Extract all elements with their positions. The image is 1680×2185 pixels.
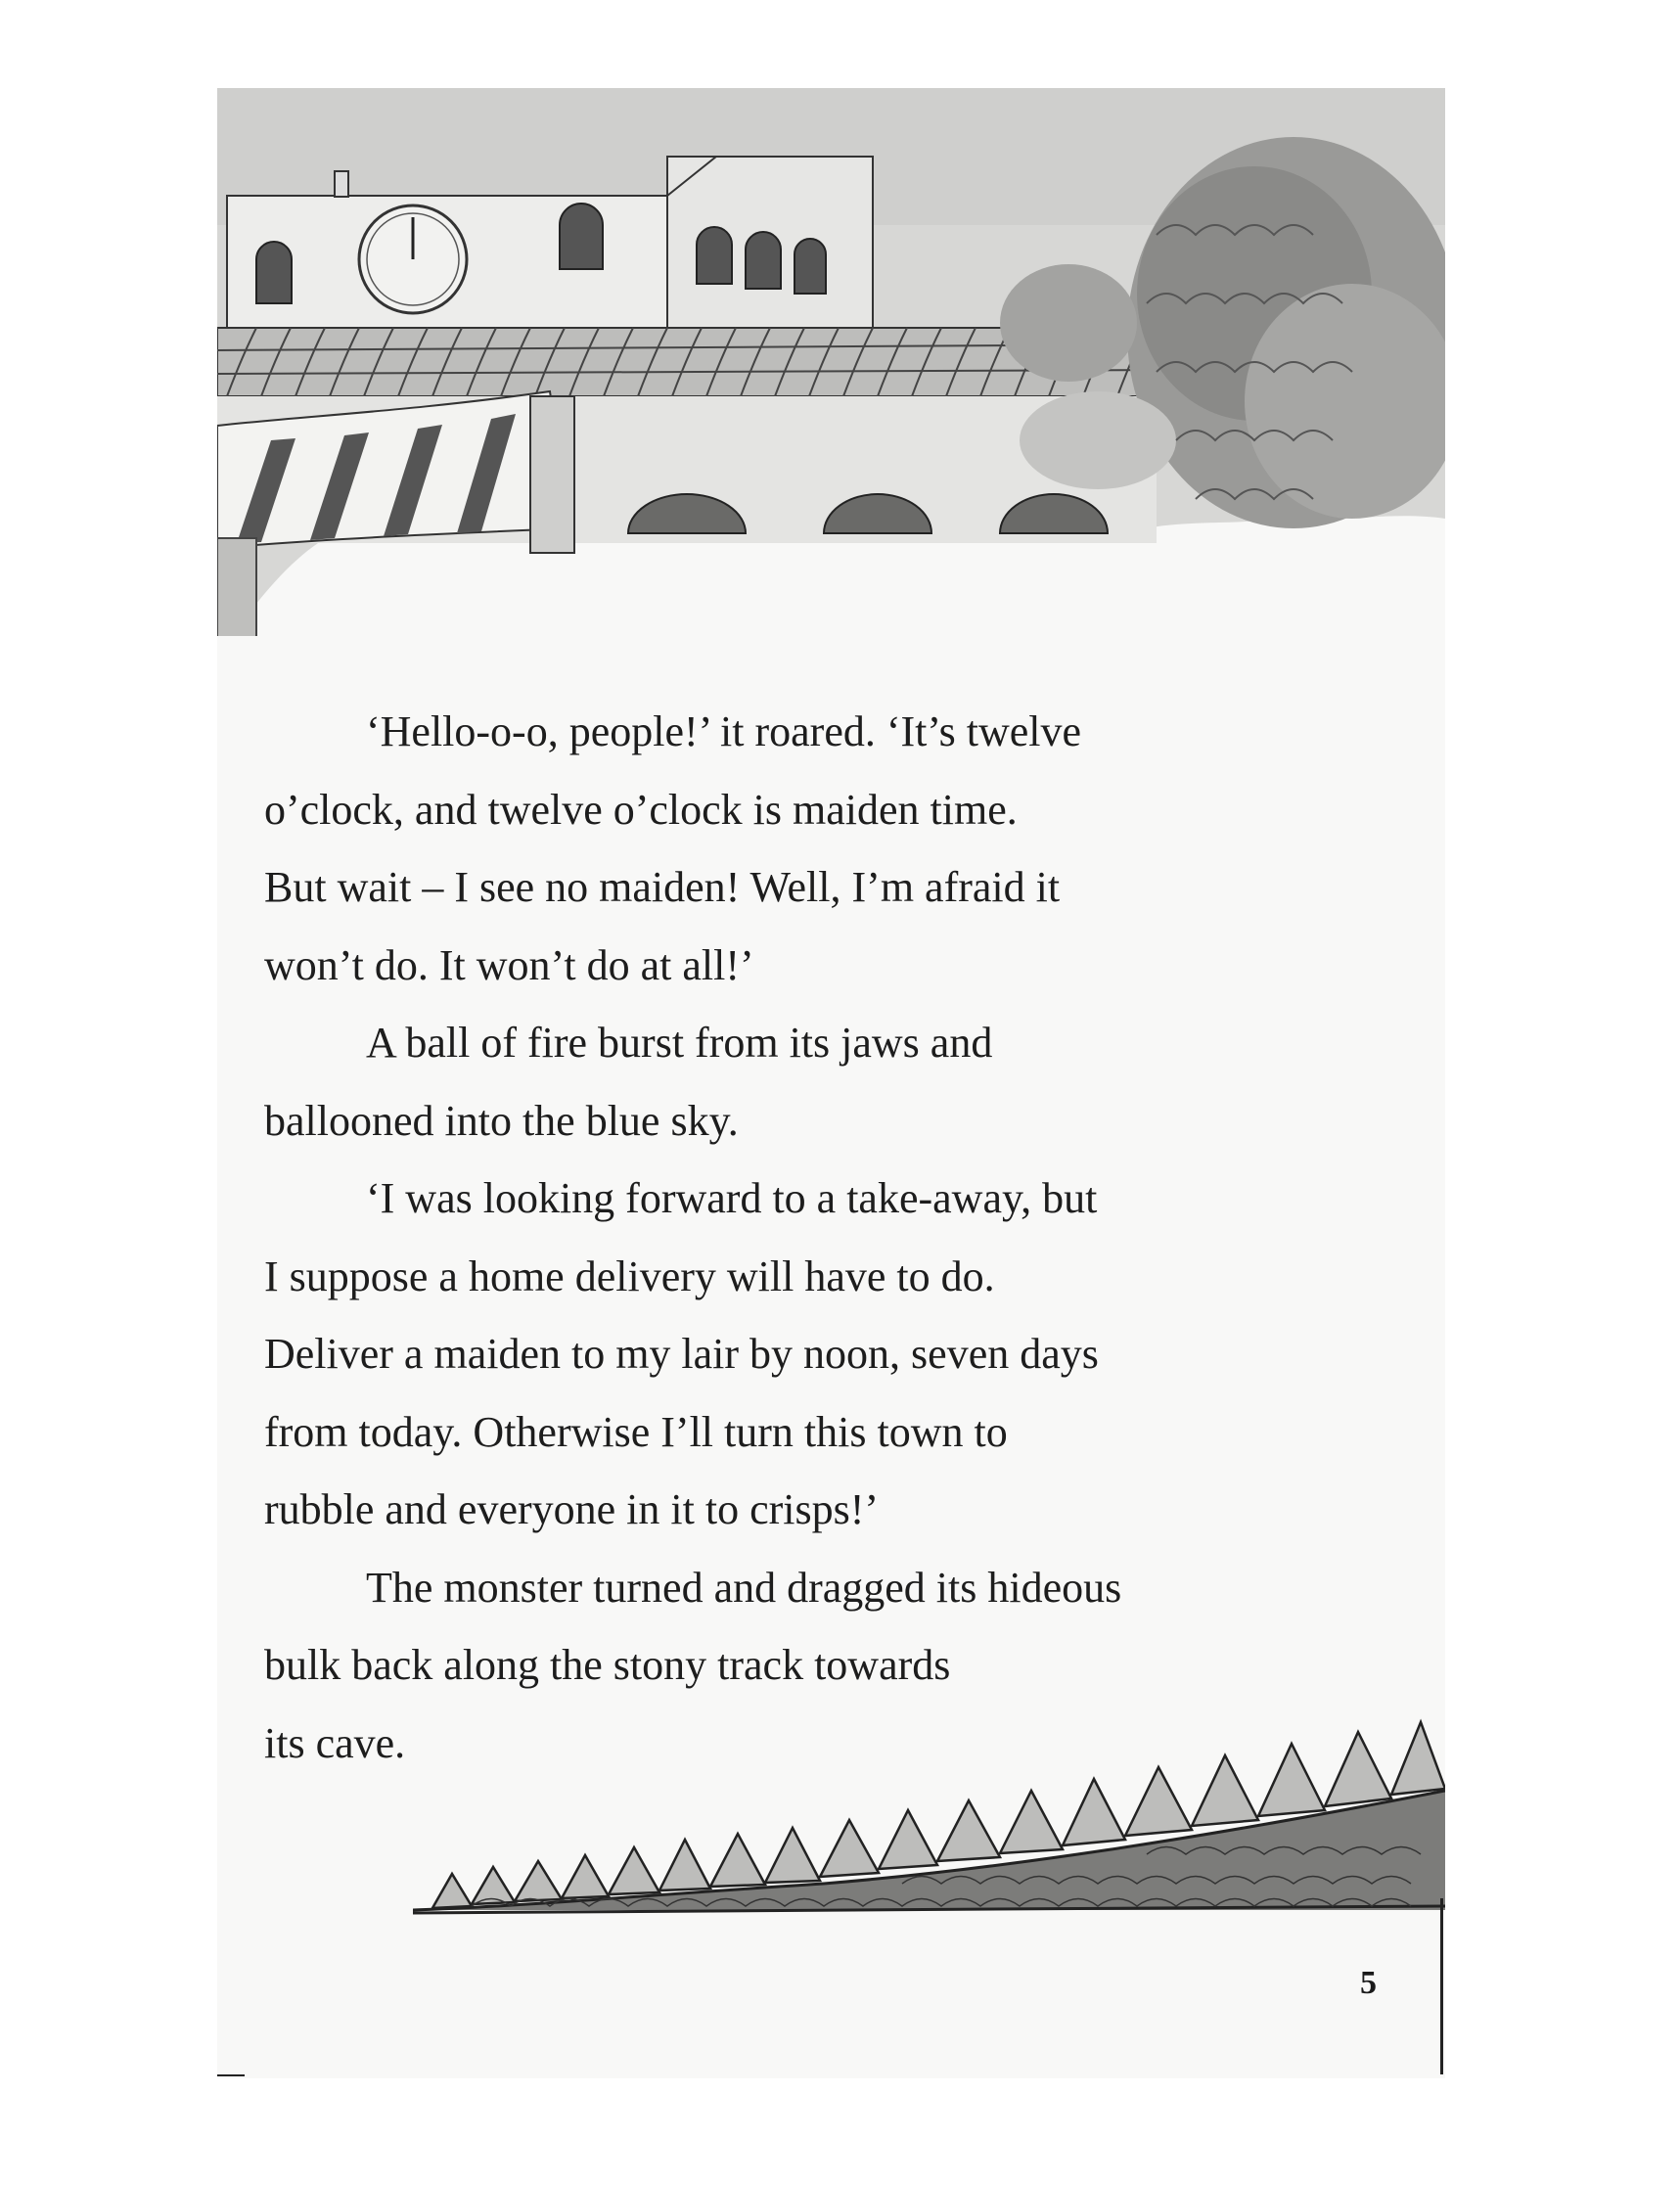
text-line: its cave. bbox=[264, 1718, 406, 1767]
page-edge bbox=[1440, 1898, 1443, 2074]
text-line: A ball of fire burst from its jaws and bbox=[366, 1019, 993, 1067]
text-line: But wait – I see no maiden! Well, I’m afraid it bbox=[264, 863, 1061, 911]
text-line: I suppose a home delivery will have to do. bbox=[264, 1252, 995, 1300]
text-line: ballooned into the blue sky. bbox=[264, 1096, 739, 1145]
text-line: Deliver a maiden to my lair by noon, seven days bbox=[264, 1330, 1099, 1378]
text-line: won’t do. It won’t do at all!’ bbox=[264, 940, 754, 989]
dragon-tail-illustration bbox=[413, 1673, 1445, 1967]
text-line: bulk back along the stony track towards bbox=[264, 1641, 951, 1689]
paragraph bbox=[264, 1160, 1391, 1549]
story-text bbox=[264, 693, 1391, 1782]
text-line: ‘Hello-o-o, people!’ it roared. ‘It’s twelve bbox=[366, 707, 1082, 755]
text-line: ‘I was looking forward to a take-away, but bbox=[366, 1174, 1098, 1222]
text-line: rubble and everyone in it to crisps!’ bbox=[264, 1485, 880, 1533]
page-number: 5 bbox=[1360, 1965, 1377, 2001]
paragraph bbox=[264, 1004, 1391, 1160]
text-line: o’clock, and twelve o’clock is maiden time. bbox=[264, 785, 1018, 834]
text-line: The monster turned and dragged its hideous bbox=[366, 1563, 1122, 1612]
page-edge bbox=[217, 2074, 245, 2076]
text-line: from today. Otherwise I’ll turn this town to bbox=[264, 1407, 1008, 1456]
book-page bbox=[217, 88, 1445, 2078]
paragraph bbox=[264, 693, 1391, 1004]
town-illustration bbox=[217, 88, 1445, 636]
